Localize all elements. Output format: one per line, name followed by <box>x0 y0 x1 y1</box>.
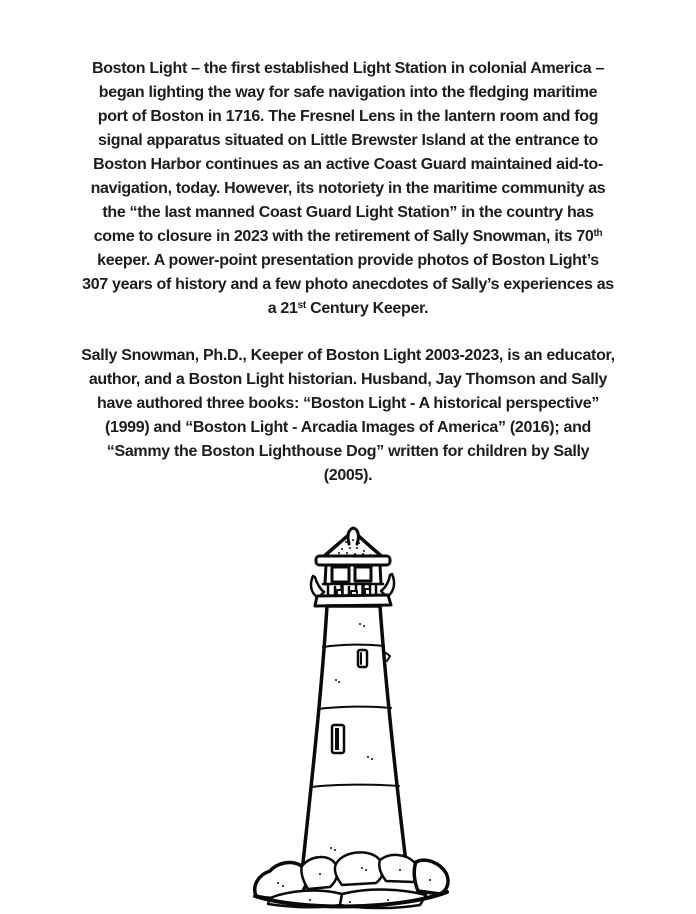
text-line: have authored three books: “Boston Light - A historical perspective” <box>96 395 600 412</box>
text-line: the “the last manned Coast Guard Light Station” in the country has <box>102 204 594 221</box>
text-line: (1999) and “Boston Light - Arcadia Images of America” (2016); and <box>104 419 592 436</box>
text-line: a 21st Century Keeper. <box>267 300 429 317</box>
text-line: Boston Harbor continues as an active Coast Guard maintained aid-to- <box>93 156 603 173</box>
text-line: (2005). <box>323 467 373 484</box>
lighthouse-tower <box>302 606 407 872</box>
tower-window-small <box>358 650 367 667</box>
intro-paragraph <box>0 57 696 321</box>
text-line: Boston Light – the first established Light Station in colonial America – <box>91 60 605 77</box>
tower-window-large <box>332 725 344 753</box>
text-line: began lighting the way for safe navigation into the fledging maritime <box>98 84 598 101</box>
lighthouse-roof <box>316 528 390 565</box>
tower-edge-notch <box>386 653 390 661</box>
lighthouse-drawing <box>220 520 490 914</box>
text-line: Sally Snowman, Ph.D., Keeper of Boston Light 2003-2023, is an educator, <box>81 347 615 364</box>
text-line: port of Boston in 1716. The Fresnel Lens in the lantern room and fog <box>97 108 599 125</box>
lighthouse-illustration <box>220 520 490 914</box>
lantern-window-left <box>332 567 349 582</box>
text-line: come to closure in 2023 with the retirement of Sally Snowman, its 70th <box>93 228 603 245</box>
lantern-window-right <box>355 567 371 581</box>
text-line: author, and a Boston Light historian. Husband, Jay Thomson and Sally <box>88 371 608 388</box>
lighthouse-rocks <box>255 852 448 908</box>
text-line: navigation, today. However, its notoriety in the maritime community as <box>90 180 606 197</box>
lighthouse-lantern <box>323 565 383 584</box>
bio-paragraph <box>0 344 696 488</box>
text-line: “Sammy the Boston Lighthouse Dog” written for children by Sally <box>106 443 590 460</box>
text-line: keeper. A power-point presentation provide photos of Boston Light’s <box>97 252 599 269</box>
text-line: 307 years of history and a few photo anecdotes of Sally’s experiences as <box>82 276 614 293</box>
text-line: signal apparatus situated on Little Brewster Island at the entrance to <box>97 132 598 149</box>
